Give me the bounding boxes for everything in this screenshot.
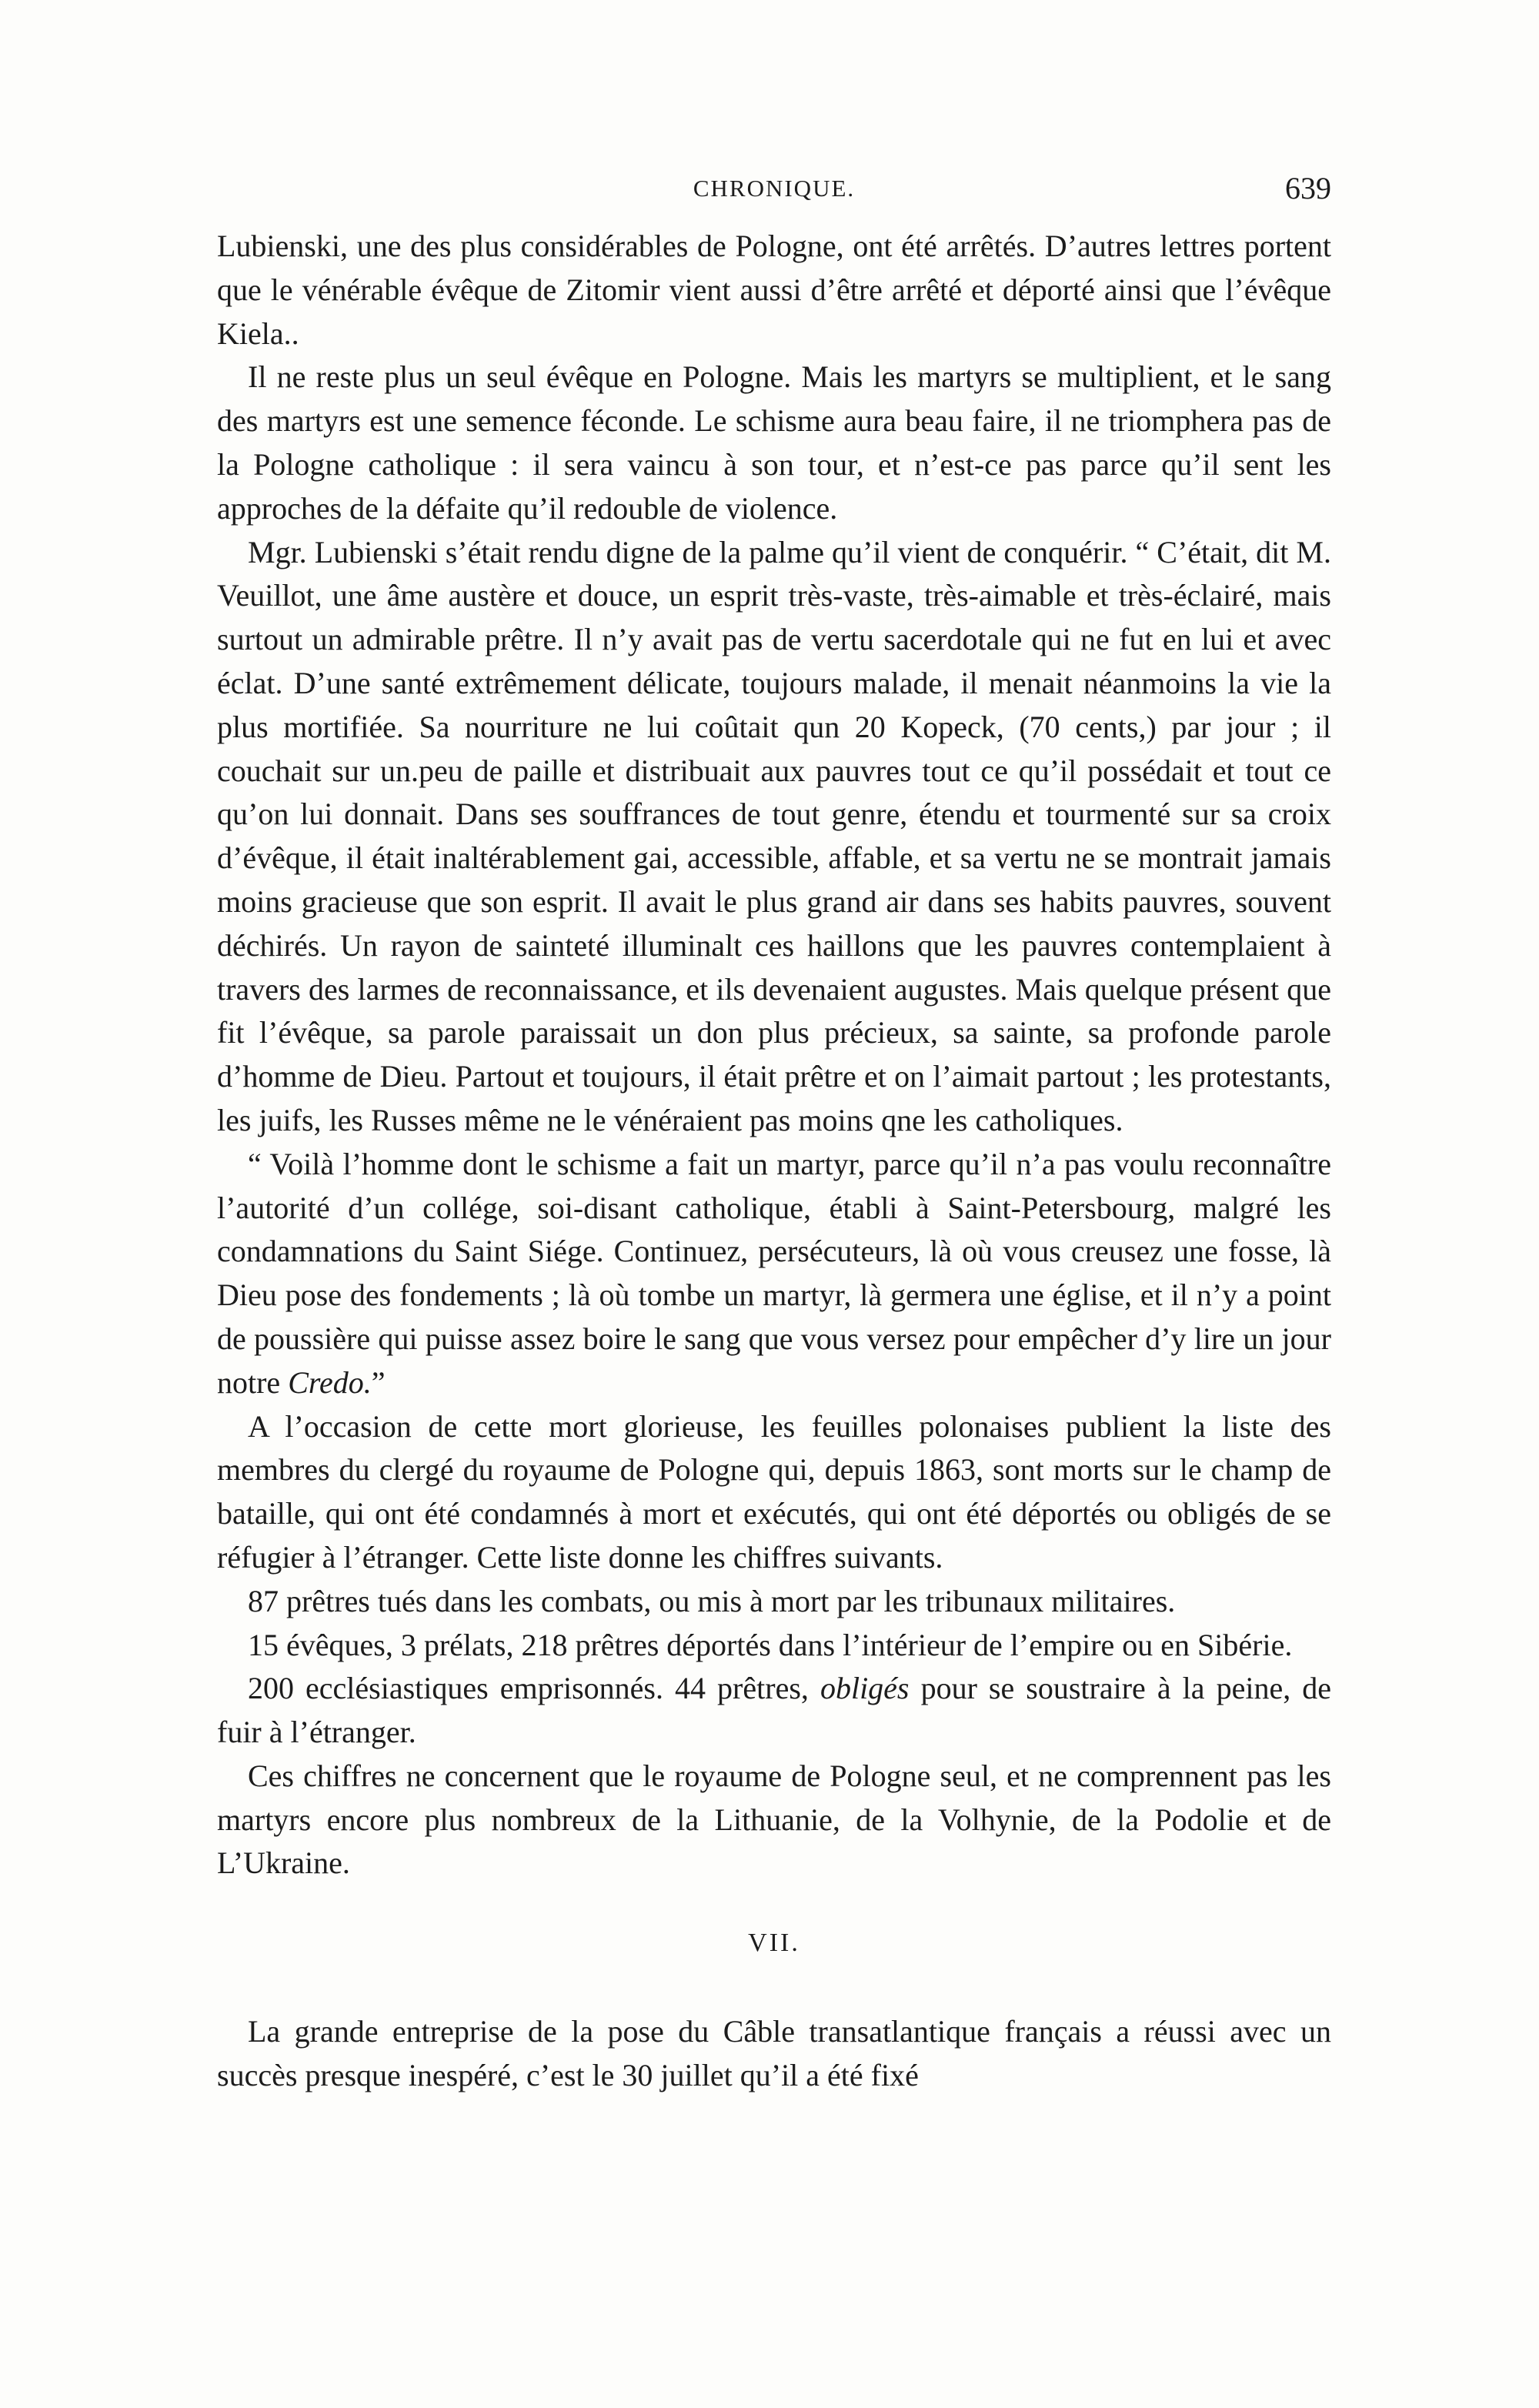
running-title: CHRONIQUE.: [693, 175, 856, 202]
quote-text: “ Voilà l’homme dont le schisme a fait un martyr, parce qu’il n’a pas voulu reconnaître l’autorité d’un collége, soi-disant catholique, établi à Saint-Petersbourg, malgré les condamnations du Saint Siége. Continuez, persécuteurs, là où vous creusez une fosse, là Dieu pose des fondements ; là où tombe un martyr, là germera une église, et il n’y a point de poussière qui puisse assez boire le sang que vous versez pour empêcher d’y lire un jour notre: [217, 1146, 1331, 1400]
paragraph-bishops-deported: 15 évêques, 3 prélats, 218 prêtres déportés dans l’intérieur de l’empire ou en Sibérie.: [248, 1627, 1293, 1662]
paragraph-no-bishop: Il ne reste plus un seul évêque en Pologne. Mais les martyrs se multiplient, et le sang des martyrs est une semence féconde. Le schisme aura beau faire, il ne triomphera pas de la Pologne catholique : il sera vaincu à son tour, et n’est-ce pas parce qu’il sent les approches de la défaite qu’il redouble de violence.: [217, 359, 1331, 526]
paragraph-imprisoned: [217, 1667, 1331, 1755]
paragraph-quote: [217, 1143, 1331, 1405]
section-heading: VII.: [748, 1929, 800, 1958]
page-number: 639: [1285, 171, 1331, 205]
quote-credo: Credo.: [288, 1364, 372, 1400]
paragraph-arrests: Lubienski, une des plus considérables de Pologne, ont été arrêtés. D’autres lettres portent que le vénérable évêque de Zitomir vient aussi d’être arrêté et déporté ainsi que l’évêque Kiela..: [217, 229, 1331, 351]
body-text: [217, 225, 1331, 2098]
clergy-italic: obligés: [820, 1671, 910, 1706]
paragraph-concerns: Ces chiffres ne concernent que le royaume de Pologne seul, et ne comprennent pas les martyrs encore plus nombreux de la Lithuanie, de la Volhynie, de la Podolie et de L’Ukraine.: [217, 1758, 1331, 1881]
quote-closing-mark: ”: [371, 1364, 386, 1400]
paragraph-priests-killed: 87 prêtres tués dans les combats, ou mis à mort par les tribunaux militaires.: [248, 1583, 1176, 1618]
paragraph-cable: La grande entreprise de la pose du Câble transatlantique français a réussi avec un succès presque inespéré, c’est le 30 juillet qu’il a été fixé: [217, 2014, 1331, 2093]
running-head: [217, 169, 1331, 208]
paragraph-clergy-list: A l’occasion de cette mort glorieuse, les feuilles polonaises publient la liste des membres du clergé du royaume de Pologne qui, depuis 1863, sont morts sur le champ de bataille, qui ont été condamnés à mort et exécutés, qui ont été déportés ou obligés de se réfugier à l’étranger. Cette liste donne les chiffres suivants.: [217, 1408, 1331, 1575]
clergy-text-2: pour se soustraire à la peine, de fuir à l’étranger.: [217, 1671, 1332, 1750]
clergy-text-1: 200 ecclésiastiques emprisonnés. 44 prêtres,: [248, 1671, 809, 1706]
paragraph-lubienski: Mgr. Lubienski s’était rendu digne de la palme qu’il vient de conquérir. “ C’était, dit M. Veuillot, une âme austère et douce, un esprit très-vaste, très-aimable et très-éclairé, mais surtout un admirable prêtre. Il n’y avait pas de vertu sacerdotale qui ne fut en lui et avec éclat. D’une santé extrêmement délicate, toujours malade, il menait néanmoins la vie la plus mortifiée. Sa nourriture ne lui coûtait qun 20 Kopeck, (70 cents,) par jour ; il couchait sur un.peu de paille et distribuait aux pauvres tout ce qu’il possédait et tout ce qu’on lui donnait. Dans ses souffrances de tout genre, étendu et tourmenté sur sa croix d’évêque, il était inaltérablement gai, accessible, affable, et sa vertu ne se montrait jamais moins gracieuse que son esprit. Il avait le plus grand air dans ses habits pauvres, souvent déchirés. Un rayon de sainteté illuminalt ces haillons que les pauvres contemplaient à travers des larmes de reconnaissance, et ils devenaient augustes. Mais quelque présent que fit l’évêque, sa parole paraissait un don plus précieux, sa sainte, sa profonde parole d’homme de Dieu. Partout et toujours, il était prêtre et on l’aimait partout ; les protestants, les juifs, les Russes même ne le vénéraient pas moins qne les catholiques.: [217, 534, 1331, 1137]
